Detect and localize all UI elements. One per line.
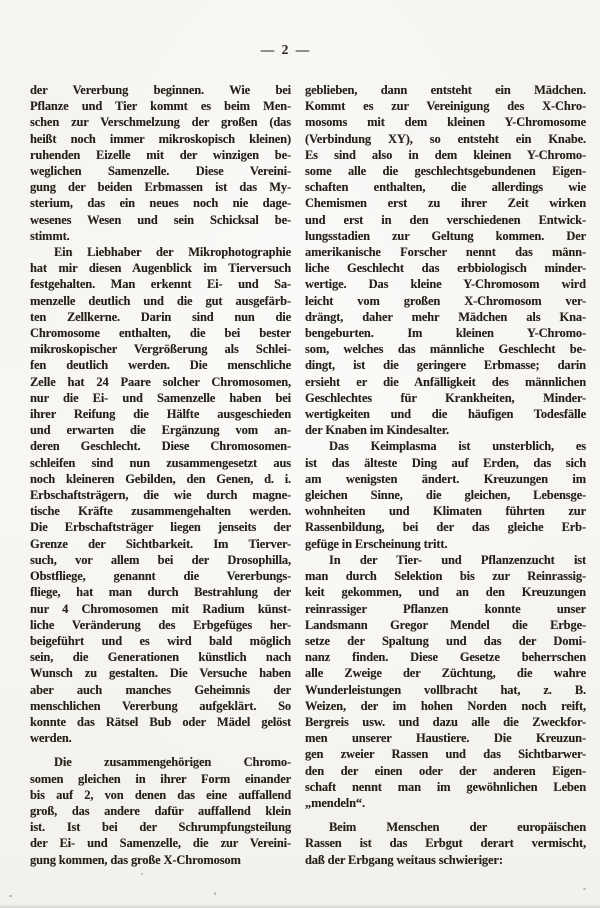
text-line: Bergreis usw. und dazu alle die Zweckfor-: [305, 714, 586, 729]
paragraph: [30, 244, 291, 746]
text-line: gen zweier Rassen und das Sichtbarwer-: [305, 747, 586, 762]
text-line: fliege, hat man durch Bestrahlung der: [30, 585, 291, 600]
text-line: men unserer Haustiere. Die Kreuzun-: [305, 731, 586, 746]
paragraph: [305, 819, 586, 868]
text-line: setze der Spaltung und das der Domi-: [305, 633, 586, 648]
text-line: gefüge in Erscheinung tritt.: [305, 536, 448, 551]
text-line: bis auf 2, von denen das eine auffallend: [30, 787, 291, 802]
text-line: heißt noch immer mikroskopisch kleinen): [30, 131, 291, 146]
text-line: Beim Menschen der europäischen: [329, 820, 586, 835]
text-line: ersieht er die Anfälligkeit des männlichen: [305, 374, 586, 389]
text-line: und erst in den verschiedenen Entwick-: [305, 212, 586, 227]
text-line: bengeburten. Im kleinen Y-Chromo-: [305, 326, 586, 341]
text-line: schen zur Verschmelzung der großen (das: [30, 115, 291, 130]
text-line: Weizen, der im hohen Norden noch reift,: [305, 698, 586, 713]
text-line: beigeführt und es wird bald möglich: [30, 633, 291, 648]
text-line: Grenze der Sichtbarkeit. Im Tierver-: [30, 536, 291, 551]
text-line: der Knaben im Kindesalter.: [305, 423, 450, 438]
text-line: gung kommen, das große X-Chromosom: [30, 852, 241, 867]
text-line: weglichen Samenzelle. Diese Vereini-: [30, 164, 291, 179]
text-line: festgehalten. Man erkennt Ei- und Sa-: [30, 277, 291, 292]
text-line: ruhenden Eizelle mit der winzigen be-: [30, 147, 291, 162]
text-line: Pflanze und Tier kommt es beim Men-: [30, 99, 291, 114]
text-line: „mendeln“.: [305, 795, 365, 810]
text-line: konnte das Rätsel Bub oder Mädel gelöst: [30, 714, 291, 729]
text-line: Wunderleistungen vollbracht hat, z. B.: [305, 682, 586, 697]
text-line: tische Kräfte zusammengehalten werden.: [30, 504, 291, 519]
text-line: mikroskopischer Vergrößerung als Schlei-: [30, 342, 291, 357]
scan-speck: [583, 888, 586, 890]
text-line: Erbschaftsträgern, die wie durch magne-: [30, 488, 291, 503]
text-line: liche Geschlecht das erbbiologisch minder-: [305, 261, 586, 276]
text-line: wohnheiten und Klimaten führten zur: [305, 504, 586, 519]
text-line: Landsmann Gregor Mendel die Erbge-: [305, 617, 586, 632]
text-line: amerikanische Forscher nennt das männ-: [305, 245, 586, 260]
text-line: gleichen Sinne, die gleichen, Lebensge-: [305, 488, 586, 503]
paragraph: [305, 82, 586, 438]
text-line: Die zusammengehörigen Chromo-: [54, 755, 291, 770]
text-line: nur 4 Chromosomen mit Radium künst-: [30, 601, 291, 616]
text-line: noch kleineren Gebilden, den Genen, d. i.: [30, 471, 291, 486]
text-line: lungsstadien zur Geltung kommen. Der: [305, 228, 586, 243]
text-line: liche Veränderung des Erbgefüges her-: [30, 617, 291, 632]
text-line: Geschlechtes für Krankheiten, Minder-: [305, 390, 586, 405]
text-line: Obstfliege, genannt die Vererbungs-: [30, 569, 291, 584]
text-line: stimmt.: [30, 228, 70, 243]
text-line: sein, die Generationen künstlich nach: [30, 650, 291, 665]
text-line: ihrer Reifung die Hälfte ausgeschieden: [30, 407, 291, 422]
text-line: schleifen sind nun zusammengesetzt aus: [30, 455, 291, 470]
text-line: den der einen oder der anderen Eigen-: [305, 763, 586, 778]
text-line: keit gekommen, und an den Kreuzungen: [305, 585, 586, 600]
text-line: alle Zweige der Züchtung, die wahre: [305, 666, 586, 681]
text-line: menzelle deutlich und die gut ausgefärb-: [30, 293, 291, 308]
right-text-column: [305, 82, 586, 868]
text-line: Kommt es zur Vereinigung des X-Chro-: [305, 99, 586, 114]
text-line: In der Tier- und Pflanzenzucht ist: [329, 552, 586, 567]
text-line: som, welches das männliche Geschlecht be-: [305, 342, 586, 357]
text-line: Chromosome enthalten, die bei bester: [30, 326, 291, 341]
text-line: groß, das andere dafür auffallend klein: [30, 803, 291, 818]
text-line: Wunsch zu gestalten. Die Versuche haben: [30, 666, 291, 681]
scan-speck: [214, 892, 216, 895]
text-line: such, vor allem bei der Drosophilla,: [30, 552, 291, 567]
text-line: werden.: [30, 731, 72, 746]
text-line: dingt, ist die geringere Erbmasse; darin: [305, 358, 586, 373]
paragraph: [305, 438, 586, 551]
text-line: Rassen ist das Erbgut derart vermischt,: [305, 836, 586, 851]
text-line: Chemismen erst zu ihrer Zeit wirken: [305, 196, 586, 211]
text-line: hat mir diesen Augenblick im Tierversuch: [30, 261, 291, 276]
text-line: deren Geschlecht. Diese Chromosomen-: [30, 439, 291, 454]
text-line: nur die Ei- und Samenzelle haben bei: [30, 390, 291, 405]
text-line: schaft nennt man im gewöhnlichen Leben: [305, 779, 586, 794]
text-line: nanz finden. Diese Gesetze beherrschen: [305, 650, 586, 665]
text-line: man durch Selektion bis zur Reinrassig-: [305, 569, 586, 584]
text-line: gung der beiden Erbmassen ist das My-: [30, 180, 291, 195]
text-line: und erwarten die Ergänzung vom an-: [30, 423, 291, 438]
left-text-column: [30, 82, 291, 868]
text-line: schaften enthalten, die allerdings wie: [305, 180, 586, 195]
page-number: — 2 —: [260, 42, 312, 57]
scan-speck: [9, 895, 12, 897]
text-line: (Verbindung XY), so entsteht ein Knabe.: [305, 131, 586, 146]
text-line: Ein Liebhaber der Mikrophotographie: [54, 245, 291, 260]
text-line: Es sind also in dem kleinen Y-Chromo-: [305, 147, 586, 162]
paragraph: [30, 754, 291, 867]
text-line: Rassenbildung, bei der das gleiche Erb-: [305, 520, 586, 535]
text-line: reinrassiger Pflanzen konnte unser: [305, 601, 586, 616]
text-line: geblieben, dann entsteht ein Mädchen.: [305, 83, 586, 97]
text-line: Das Keimplasma ist unsterblich, es: [329, 439, 586, 454]
text-line: der Vererbung beginnen. Wie bei: [30, 83, 291, 97]
text-line: ten Zellkerne. Darin sind nun die: [30, 309, 291, 324]
text-columns: [0, 82, 600, 868]
text-line: sterium, das ein neues noch nie dage-: [30, 196, 291, 211]
text-line: some alle die geschlechtsgebundenen Eigen-: [305, 164, 586, 179]
text-line: am wenigsten ändert. Kreuzungen im: [305, 471, 586, 486]
text-line: der Ei- und Samenzelle, die zur Vereini-: [30, 836, 291, 851]
paragraph: [305, 552, 586, 811]
text-line: fen deutlich werden. Die menschliche: [30, 358, 291, 373]
text-line: leicht vom großen X-Chromosom ver-: [305, 293, 586, 308]
text-line: wesenes Wesen und sein Schicksal be-: [30, 212, 291, 227]
text-line: aber auch manches Geheimnis der: [30, 682, 291, 697]
paragraph: [30, 82, 291, 244]
text-line: wertige. Das kleine Y-Chromosom wird: [305, 277, 586, 292]
text-line: ist das älteste Ding auf Erden, das sich: [305, 455, 586, 470]
text-line: drängt, daher mehr Mädchen als Kna-: [305, 309, 586, 324]
text-line: Die Erbschaftsträger liegen jenseits der: [30, 520, 291, 535]
text-line: mosoms mit dem kleinen Y-Chromosome: [305, 115, 586, 130]
text-line: somen gleichen in ihrer Form einander: [30, 771, 291, 786]
text-line: ist. Ist bei der Schrumpfungsteilung: [30, 820, 291, 835]
text-line: menschlichen Vererbung aufgeklärt. So: [30, 698, 291, 713]
text-line: wertigkeiten und die häufigen Todesfälle: [305, 407, 586, 422]
text-line: daß der Erbgang weitaus schwieriger:: [305, 852, 503, 867]
scan-speck: [141, 873, 143, 875]
text-line: Zelle hat 24 Paare solcher Chromosomen,: [30, 374, 291, 389]
